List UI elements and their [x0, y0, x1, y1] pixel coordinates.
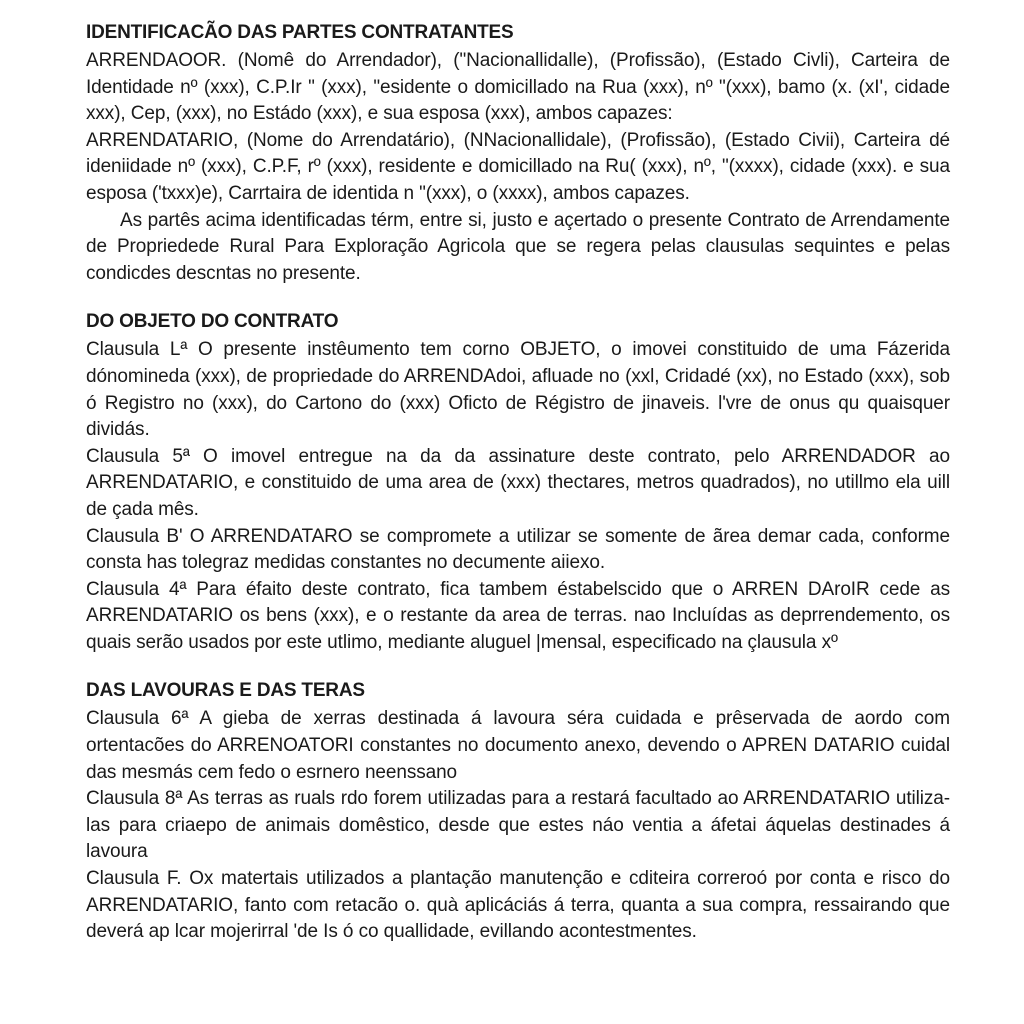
- section-heading: DAS LAVOURAS E DAS TERAS: [86, 680, 365, 702]
- clause-paragraph: Clausula 6ª A gieba de xerras destinada á lavoura séra cuidada e prêservada de aordo com ortentacões do ARRENOATORI constantes no documento anexo, devendo o APREN DATARIO cuidal das mesmás cem fedo o esrnero neenssano: [86, 708, 950, 783]
- clause-paragraph: Clausula Lª O presente instêumento tem corno OBJETO, o imovei constituido de uma Fázerida dónomineda (xxx), de propriedade do ARRENDAdoi, afluade no (xxl, Cridadé (xx), no Estado (xxx), sob ó Registro no (xxx), do Cartono do (xxx) Oficto de Régistro de jinaveis. l'vre de onus qu quaisquer dividás.: [86, 339, 950, 441]
- section-objeto: [86, 309, 950, 656]
- paragraph-partes: As partês acima identificadas térm, entre si, justo e açertado o presente Contrato de Arrendamente de Propriedede Rural Para Exploração Agricola que se regera pelas clausulas sequintes e pelas condicdes descntas no presente.: [86, 209, 950, 284]
- section-lavouras: [86, 678, 950, 945]
- clause-paragraph: Clausula 5ª O imovel entregue na da da assinature deste contrato, pelo ARRENDADOR ao ARRENDATARIO, e constituido de uma area de (xxx) thectares, metros quadrados), no utillmo ela uill de çada mês.: [86, 445, 950, 520]
- paragraph-arrendatario: ARRENDATARIO, (Nome do Arrendatário), (NNacionallidale), (Profissão), (Estado Civii), Carteira dé ideniidade nº (xxx), C.P.F, rº (xxx), residente e domicillado na Ru( (xxx), nº, "(xxxx), cidade (xxx). e sua esposa ('txxx)e), Carrtaira de identida n "(xxx), o (xxxx), ambos capazes.: [86, 129, 950, 204]
- clause-paragraph: Clausula 8ª As terras as ruals rdo forem utilizadas para a restará facultado ao ARRENDATARIO utiliza-las para criaepo de animais domêstico, desde que estes náo ventia a áfetai áquelas destinades á lavoura: [86, 788, 950, 863]
- section-identificacao: [86, 20, 950, 287]
- clause-paragraph: Clausula F. Ox matertais utilizados a plantação manutenção e cditeira correroó por conta e risco do ARRENDATARIO, fanto com retacão o. quà aplicáciás á terra, quanta a sua compra, ressairando que deverá ap lcar mojerirral 'de Is ó co quallidade, evillando acontestmentes.: [86, 868, 950, 943]
- section-heading: DO OBJETO DO CONTRATO: [86, 311, 339, 333]
- clause-paragraph: Clausula 4ª Para éfaito deste contrato, fica tambem éstabelscido que o ARREN DAroIR cede as ARRENDATARIO os bens (xxx), e o restante da area de terras. nao Incluídas as deprrendemento, os quais serão usados por este utlimo, mediante aluguel |mensal, especificado na çlausula xº: [86, 578, 950, 653]
- clause-paragraph: Clausula B' O ARRENDATARO se compromete a utilizar se somente de ãrea demar cada, conforme consta has tolegraz medidas constantes no decumente aiiexo.: [86, 525, 950, 574]
- contract-document: [86, 20, 950, 968]
- section-heading: IDENTIFICACÃO DAS PARTES CONTRATANTES: [86, 22, 514, 43]
- paragraph-arrendador: ARRENDAOOR. (Nomê do Arrendador), ("Nacionallidalle), (Profissão), (Estado Civli), Carteira de Identidade nº (xxx), C.P.Ir " (xxx), "esidente o domicillado na Rua (xxx), nº "(xxx), bamo (x. (xI', cidade xxx), Cep, (xxx), no Estádo (xxx), e sua esposa (xxx), ambos capazes:: [86, 50, 950, 125]
